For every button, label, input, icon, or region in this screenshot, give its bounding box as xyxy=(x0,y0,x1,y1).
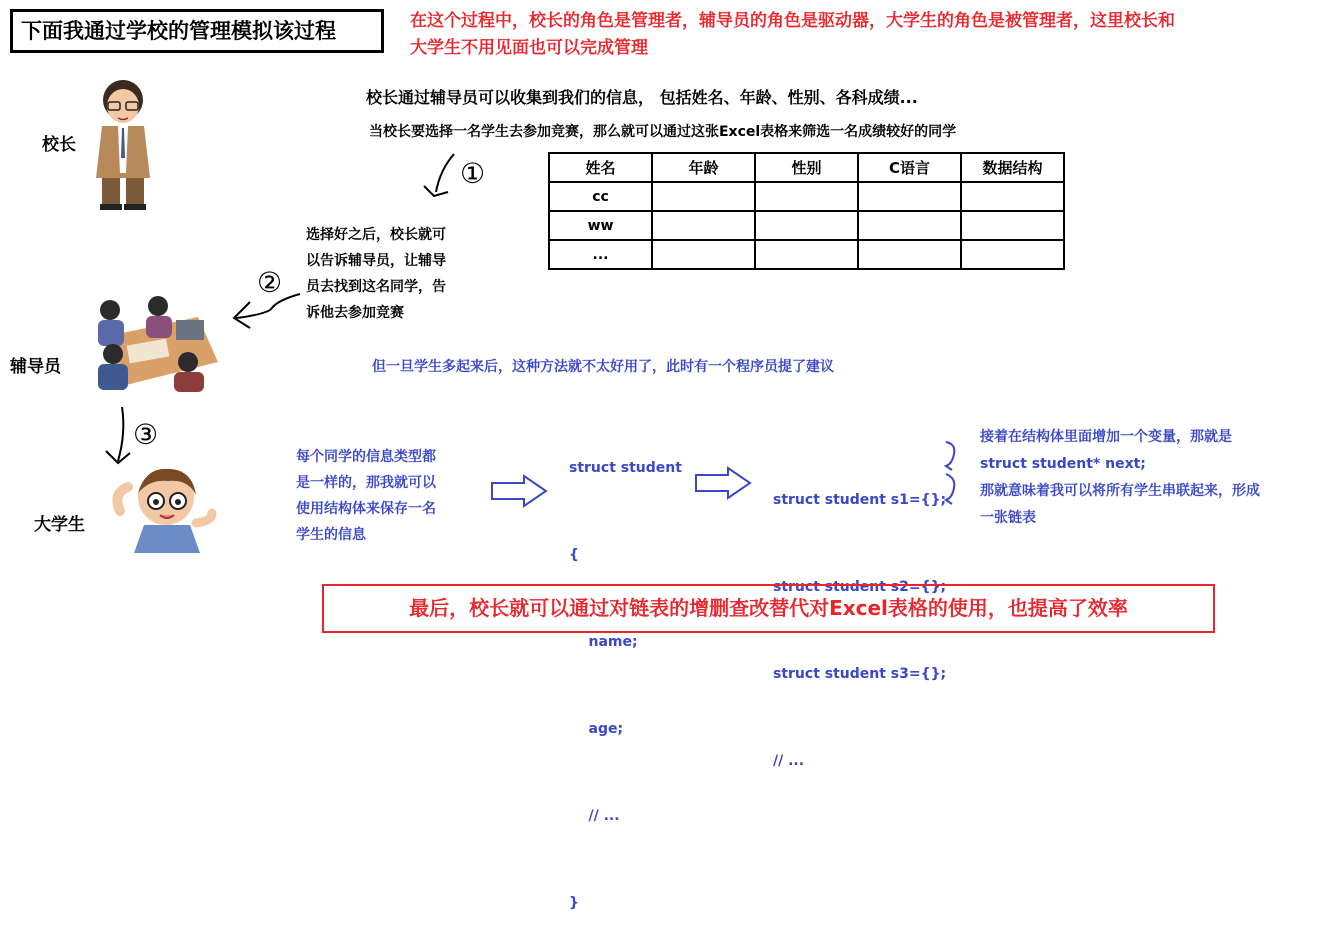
table-cell: ww xyxy=(549,211,652,240)
table-cell xyxy=(652,182,755,211)
role-counselor: 辅导员 xyxy=(10,357,61,377)
step2-text-line: 诉他去参加竞赛 xyxy=(306,305,404,321)
table-header-cell: C语言 xyxy=(858,153,961,182)
table-header-row xyxy=(549,153,1064,182)
table-cell xyxy=(961,182,1064,211)
table-cell: ... xyxy=(549,240,652,269)
table-cell xyxy=(755,240,858,269)
table-cell xyxy=(652,211,755,240)
table-cell xyxy=(858,240,961,269)
select-line: 当校长要选择一名学生去参加竞赛，那么就可以通过这张Excel表格来筛选一名成绩较好的同学 xyxy=(369,124,957,140)
step-1-marker: ① xyxy=(460,157,486,190)
table-header-cell: 性别 xyxy=(755,153,858,182)
note-line: 一张链表 xyxy=(980,510,1036,526)
info-line: 校长通过辅导员可以收集到我们的信息， 包括姓名、年龄、性别、各科成绩... xyxy=(366,88,918,107)
table-header-cell: 姓名 xyxy=(549,153,652,182)
code-line: struct student s2={}; xyxy=(773,579,947,595)
struct-idea-note xyxy=(296,444,436,548)
table-cell xyxy=(858,182,961,211)
note-line: 每个同学的信息类型都 xyxy=(296,449,436,465)
step2-text-line: 以告诉辅导员，让辅导 xyxy=(306,253,446,269)
note-line: 是一样的，那我就可以 xyxy=(296,475,436,491)
top-note-line-1: 在这个过程中，校长的角色是管理者，辅导员的角色是驱动器，大学生的角色是被管理者，这里校长和 xyxy=(410,11,1175,31)
table-cell xyxy=(652,240,755,269)
table-row xyxy=(549,182,1064,211)
code-line: struct student s3={}; xyxy=(773,666,947,682)
table-cell xyxy=(755,182,858,211)
table-cell xyxy=(755,211,858,240)
step2-arrow xyxy=(228,282,308,332)
table-cell: cc xyxy=(549,182,652,211)
step-3-marker: ③ xyxy=(133,418,159,451)
table-cell xyxy=(858,211,961,240)
step3-arrow xyxy=(102,405,136,467)
note-line: 接着在结构体里面增加一个变量，那就是 xyxy=(980,429,1232,445)
note-line: 学生的信息 xyxy=(296,527,366,543)
code-line: { xyxy=(569,547,579,563)
code-line: age; xyxy=(569,721,624,737)
step1-arrow xyxy=(420,152,460,202)
suggestion-text: 但一旦学生多起来后，这种方法就不太好用了，此时有一个程序员提了建议 xyxy=(372,359,834,375)
table-cell xyxy=(961,240,1064,269)
hollow-arrow-icon xyxy=(490,474,550,508)
table-row xyxy=(549,211,1064,240)
code-line: struct student s1={}; xyxy=(773,492,947,508)
top-note-line-2: 大学生不用见面也可以完成管理 xyxy=(410,38,648,58)
counselor-figure xyxy=(88,292,223,394)
table-header-cell: 年龄 xyxy=(652,153,755,182)
role-student: 大学生 xyxy=(34,515,85,535)
step2-text-line: 选择好之后，校长就可 xyxy=(306,227,446,243)
code-line: // ... xyxy=(569,808,620,824)
note-line: struct student* next; xyxy=(980,456,1146,472)
role-principal: 校长 xyxy=(42,135,76,155)
step2-text-line: 员去找到这名同学，告 xyxy=(306,279,446,295)
code-line: // ... xyxy=(773,753,805,769)
conclusion-box: 最后，校长就可以通过对链表的增删查改替代对Excel表格的使用，也提高了效率 xyxy=(322,584,1215,633)
principal-figure xyxy=(88,78,158,213)
struct-definition xyxy=(569,396,682,947)
note-line: 使用结构体来保存一名 xyxy=(296,501,436,517)
step2-text xyxy=(306,222,446,326)
link-bracket-icon xyxy=(944,440,960,510)
table-header-cell: 数据结构 xyxy=(961,153,1064,182)
top-note xyxy=(410,8,1310,62)
code-line: } xyxy=(569,895,579,911)
page-title: 下面我通过学校的管理模拟该过程 xyxy=(10,9,384,53)
linked-list-note xyxy=(980,424,1260,532)
step-2-marker: ② xyxy=(257,266,283,299)
code-line: name; xyxy=(569,634,638,650)
hollow-arrow-icon xyxy=(694,466,754,500)
student-table xyxy=(548,152,1065,270)
note-line: 那就意味着我可以将所有学生串联起来，形成 xyxy=(980,483,1260,499)
table-cell xyxy=(961,211,1064,240)
table-row xyxy=(549,240,1064,269)
code-line: struct student xyxy=(569,460,682,476)
student-figure xyxy=(108,465,218,553)
